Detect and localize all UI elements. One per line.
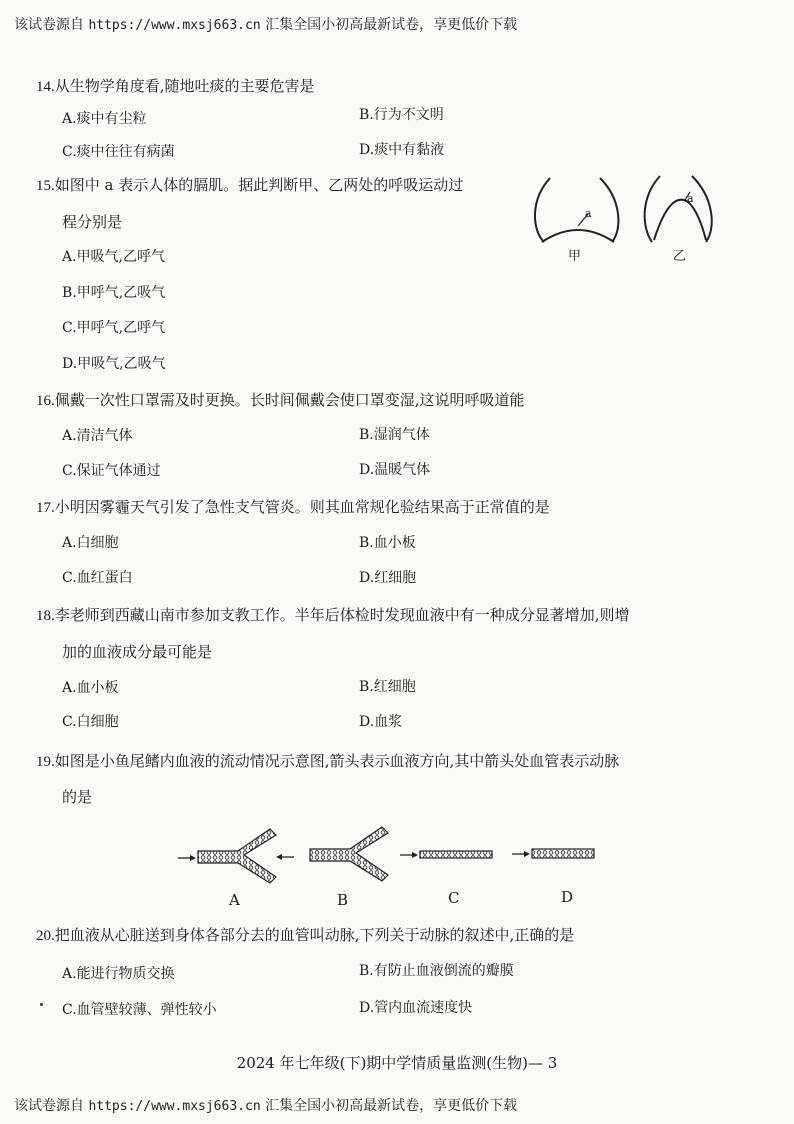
q18-option-d: D.血浆: [359, 714, 403, 730]
q15-option-a: A.甲吸气,乙呼气: [62, 249, 166, 265]
caption-b: B: [337, 891, 349, 909]
q16-option-b: B.湿润气体: [359, 427, 430, 443]
footer-page-number: — 3: [528, 1054, 558, 1072]
q17-option-a: A.白细胞: [62, 535, 119, 551]
banner-url[interactable]: https://www.mxsj663.cn: [88, 18, 261, 33]
banner-suffix: 汇集全国小初高最新试卷，享更低价下载: [265, 1098, 518, 1114]
vessel-c: [400, 851, 492, 858]
q16-option-d: D.温暖气体: [359, 462, 431, 478]
caption-a: A: [229, 891, 240, 909]
q20-option-a: A.能进行物质交换: [62, 966, 175, 982]
caption-jia: 甲: [568, 249, 582, 264]
q14-option-d: D.痰中有黏液: [359, 142, 445, 158]
question-18-stem-line2: 加的血液成分最可能是: [62, 643, 213, 661]
vessel-d: [512, 849, 594, 858]
q18-option-b: B.红细胞: [359, 679, 416, 695]
question-15-stem-line2: 程分别是: [62, 213, 123, 231]
q15-option-b: B.甲呼气,乙吸气: [62, 285, 166, 301]
q14-option-b: B.行为不文明: [359, 107, 444, 123]
caption-d: D: [561, 888, 574, 906]
q17-option-d: D.红细胞: [359, 570, 417, 586]
q18-option-c: C.白细胞: [62, 714, 119, 730]
question-19-stem-line2: 的是: [62, 788, 93, 806]
vessel-b: [276, 827, 388, 881]
q15-option-d: D.甲吸气,乙吸气: [62, 356, 166, 372]
diaphragm-left: [542, 230, 614, 242]
banner-prefix: 该试卷源自: [14, 1098, 84, 1114]
q18-option-a: A.血小板: [62, 680, 119, 696]
banner-prefix: 该试卷源自: [14, 17, 84, 33]
q16-option-a: A.清洁气体: [62, 428, 133, 444]
blood-vessel-figure: [170, 815, 610, 890]
q14-option-a: A.痰中有尘粒: [62, 111, 147, 127]
page-footer: [0, 1052, 794, 1073]
thorax-left: [535, 178, 550, 242]
footer-title: 2024 年七年级(下)期中学情质量监测(生物): [236, 1054, 529, 1072]
source-banner-top: [14, 14, 517, 34]
question-15-stem: 15.如图中 a 表示人体的膈肌。据此判断甲、乙两处的呼吸运动过: [36, 176, 464, 194]
q16-option-c: C.保证气体通过: [62, 463, 161, 479]
vessel-a: [178, 829, 276, 883]
diaphragm-figure: [530, 170, 730, 270]
q20-option-b: B.有防止血液倒流的瓣膜: [359, 963, 514, 979]
label-a-right: a: [687, 192, 694, 205]
q14-option-c: C.痰中往往有病菌: [62, 144, 175, 160]
banner-suffix: 汇集全国小初高最新试卷，享更低价下载: [265, 17, 518, 33]
question-20-stem: 20.把血液从心脏送到身体各部分去的血管叫动脉,下列关于动脉的叙述中,正确的是: [36, 926, 575, 944]
source-banner-bottom: [14, 1095, 517, 1115]
diaphragm-right: [654, 200, 706, 240]
caption-yi: 乙: [673, 249, 687, 264]
question-18-stem: 18.李老师到西藏山南市参加支教工作。半年后体检时发现血液中有一种成分显著增加,则增: [36, 606, 630, 624]
question-19-stem: 19.如图是小鱼尾鳍内血液的流动情况示意图,箭头表示血液方向,其中箭头处血管表示动脉: [36, 752, 620, 770]
q20-option-d: D.管内血流速度快: [359, 1000, 473, 1016]
question-16-stem: 16.佩戴一次性口罩需及时更换。长时间佩戴会使口罩变湿,这说明呼吸道能: [36, 391, 525, 409]
label-a-left: a: [585, 207, 592, 220]
q20-option-c: C.血管壁较薄、弹性较小: [62, 1002, 217, 1018]
q17-option-c: C.血红蛋白: [62, 570, 133, 586]
q15-option-c: C.甲呼气,乙呼气: [62, 320, 166, 336]
scan-speck: [40, 1003, 43, 1006]
banner-url[interactable]: https://www.mxsj663.cn: [88, 1099, 261, 1114]
question-17-stem: 17.小明因雾霾天气引发了急性支气管炎。则其血常规化验结果高于正常值的是: [36, 498, 550, 516]
question-14-stem: 14.从生物学角度看,随地吐痰的主要危害是: [36, 77, 315, 95]
caption-c: C: [448, 889, 460, 907]
q17-option-b: B.血小板: [359, 535, 416, 551]
